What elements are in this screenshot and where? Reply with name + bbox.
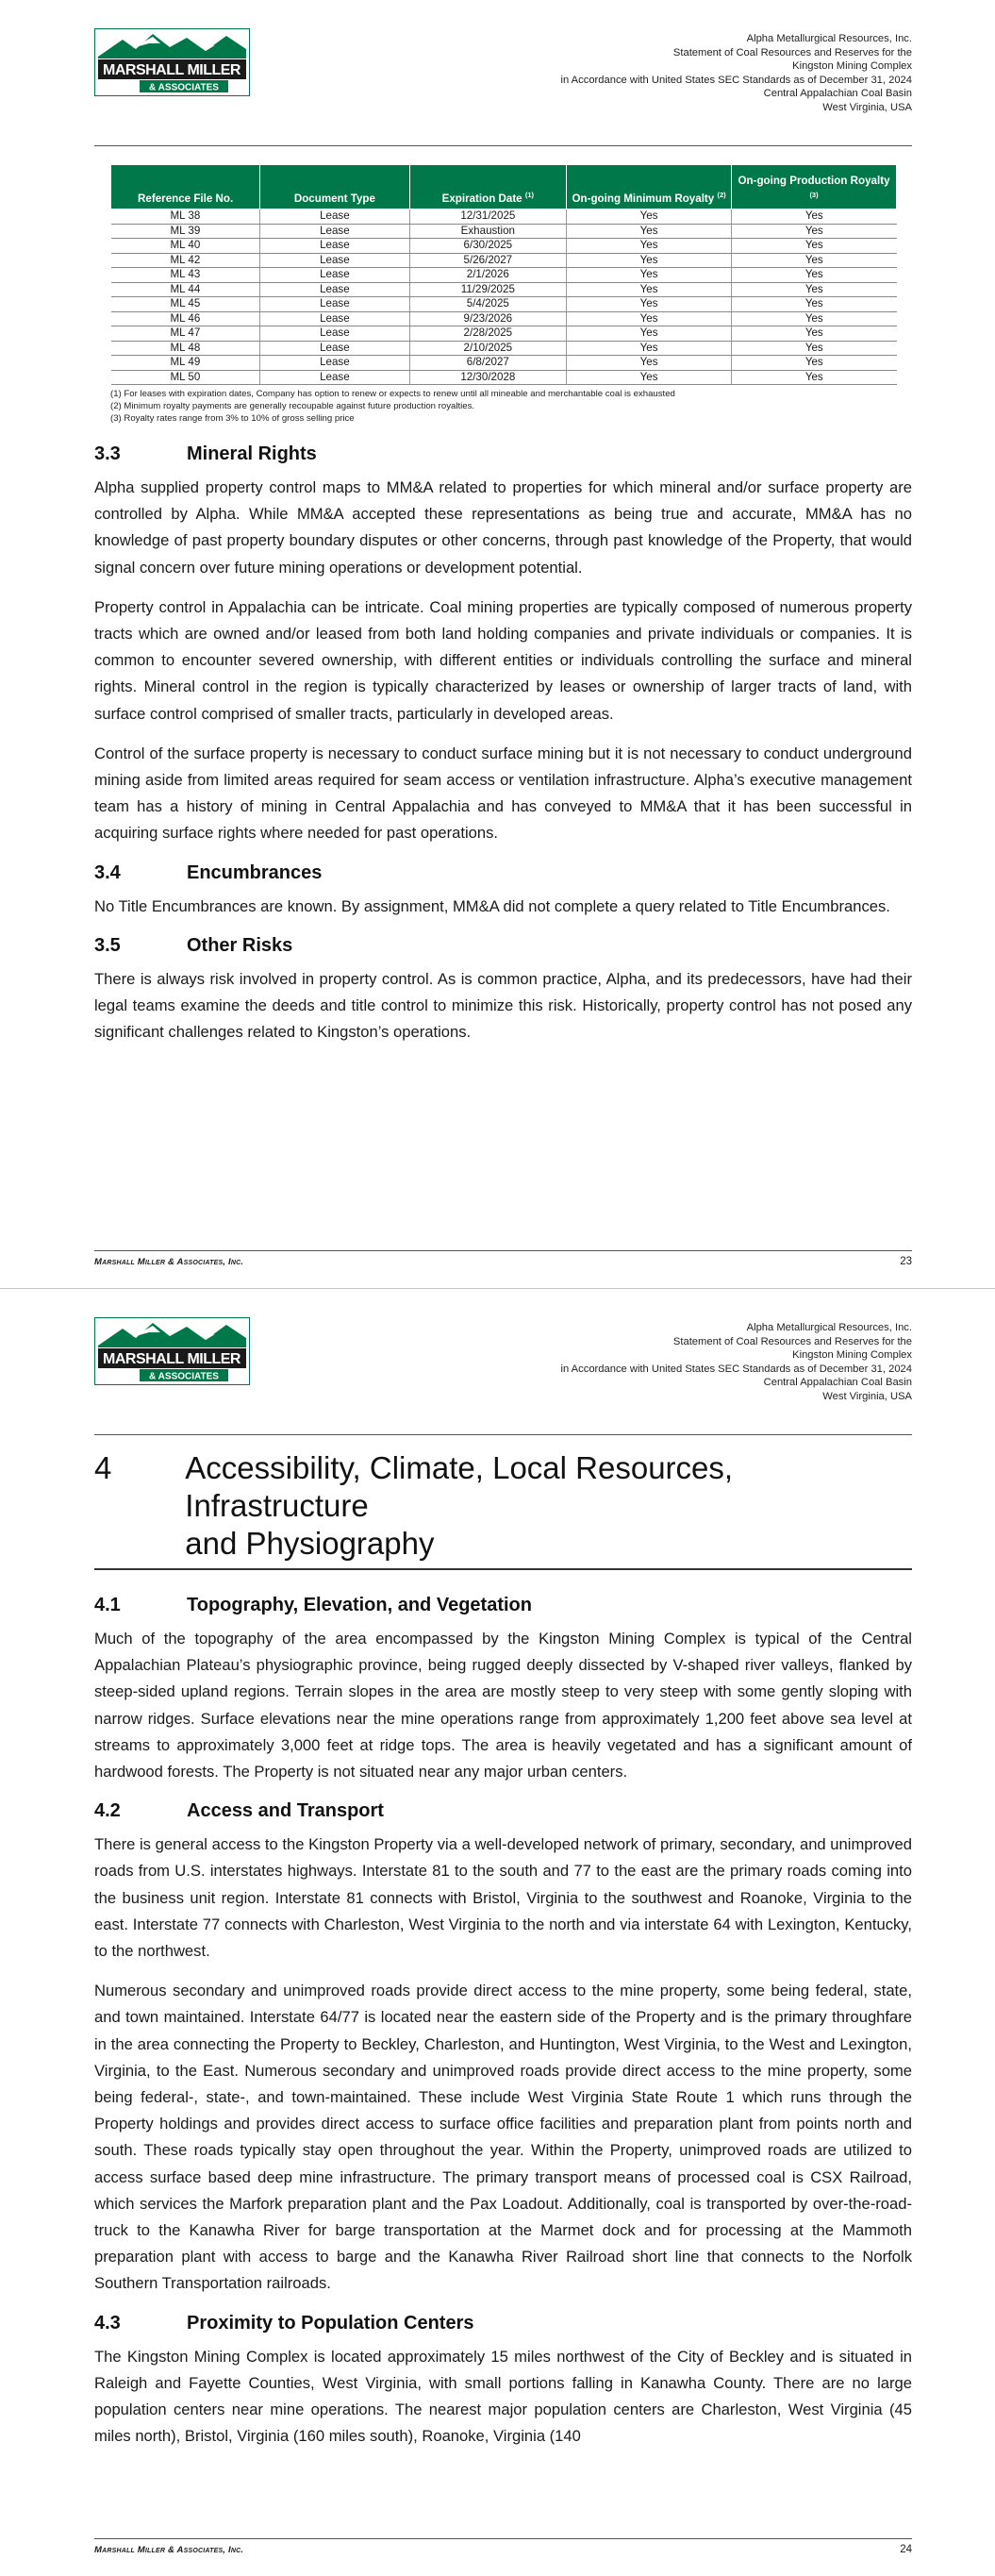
table-row: [111, 253, 897, 268]
table-cell: Yes: [567, 282, 732, 297]
chapter-rule: [94, 1568, 912, 1570]
table-cell: Yes: [567, 311, 732, 326]
table-row: [111, 239, 897, 254]
table-cell: Yes: [732, 239, 897, 254]
table-cell: Lease: [260, 341, 409, 356]
table-cell: Lease: [260, 239, 409, 254]
table-cell: Yes: [732, 326, 897, 342]
para-4-2-1: There is general access to the Kingston Property via a well-developed network of primary, secondary, and unimproved roads from U.S. interstates highways. Interstate 81 to the south and 77 to the east are the primary roads coming into the business unit region. Interstate 81 connects with Bristol, Virginia to the southwest and Roanoke, Virginia to the east. Interstate 77 connects with Charleston, West Virginia to the north and via interstate 64 with Lexington, Kentucky, to the northwest.: [94, 1835, 912, 1961]
table-cell: 11/29/2025: [409, 282, 567, 297]
table-cell: ML 46: [111, 311, 260, 326]
table-row: [111, 370, 897, 385]
para-3-3-2: Property control in Appalachia can be intricate. Coal mining properties are typically composed of numerous property tracts which are owned and/or leased from both land holding companies and private individuals or companies. It is common to encounter severed ownership, with different entities or individuals controlling the surface and mineral rights. Mineral control in the region is typically characterized by leases or ownership of larger tracts of land, with surface control comprised of smaller tracts, particularly in developed areas.: [94, 597, 912, 723]
table-cell: Yes: [567, 297, 732, 312]
table-cell: ML 43: [111, 268, 260, 283]
table-row: [111, 356, 897, 371]
table-cell: 12/30/2028: [409, 370, 567, 385]
header-rule: [94, 145, 912, 146]
chapter-heading: 4 Accessibility, Climate, Local Resources, Infrastructure and Physiography: [94, 1450, 734, 1561]
para-3-5-1: There is always risk involved in property control. As is common practice, Alpha, and its predecessors, have had their legal teams examine the deeds and title control to minimize this risk. Historically, property control has not posed any significant challenges related to Kingston’s operations.: [94, 969, 912, 1042]
table-cell: ML 39: [111, 224, 260, 239]
col-header-prod-royalty: On-going Production Royalty $^{(3)}$: [732, 165, 897, 209]
page-footer: [94, 2538, 912, 2555]
table-cell: ML 42: [111, 253, 260, 268]
table-cell: Lease: [260, 253, 409, 268]
table-cell: Yes: [732, 282, 897, 297]
para-4-3-1: The Kingston Mining Complex is located approximately 15 miles northwest of the City of Beckley and is situated in Raleigh and Fayette Counties, West Virginia, with small portions falling in Kanawha County. There are no large population centers near mine operations. The nearest major population centers are Charleston, West Virginia (45 miles north), Bristol, Virginia (160 miles south), Roanoke, Virginia (140: [94, 2347, 912, 2446]
para-3-3-3: Control of the surface property is necessary to conduct surface mining but it is not necessary to conduct underground mining aside from limited areas required for seam access or ventilation infrastructure. Alpha’s executive management team has a history of mining in Central Appalachia and has conveyed to MM&A that it has been successful in acquiring surface rights where needed for past operations.: [94, 744, 912, 843]
table-cell: Lease: [260, 311, 409, 326]
para-4-1-1: Much of the topography of the area encompassed by the Kingston Mining Complex is typical of the Central Appalachian Plateau’s physiographic province, being rugged deeply dissected by V-shaped river valleys, flanked by steep-sided upland regions. Terrain slopes in the area are mostly steep to very steep with some gently sloping with narrow ridges. Surface elevations near the mine operations range from approximately 1,200 feet above sea level at streams to approximately 3,000 feet at ridge tops. The area is heavily vegetated and has a significant amount of hardwood forests. The Property is not situated near any major urban centers.: [94, 1630, 912, 1781]
table-cell: Yes: [732, 356, 897, 371]
table-cell: ML 38: [111, 209, 260, 225]
lease-table-wrap: [110, 164, 897, 425]
table-cell: Yes: [732, 224, 897, 239]
marshall-miller-logo: [94, 28, 250, 96]
table-cell: Yes: [732, 370, 897, 385]
table-cell: Exhaustion: [409, 224, 567, 239]
table-cell: Yes: [567, 326, 732, 342]
table-cell: 6/30/2025: [409, 239, 567, 254]
table-cell: Yes: [567, 356, 732, 371]
table-row: [111, 209, 897, 225]
table-cell: ML 47: [111, 326, 260, 342]
table-cell: Yes: [567, 239, 732, 254]
table-cell: Yes: [567, 224, 732, 239]
table-cell: ML 40: [111, 239, 260, 254]
table-cell: Yes: [732, 311, 897, 326]
table-row: [111, 224, 897, 239]
header-text: Alpha Metallurgical Resources, Inc. Statement of Coal Resources and Reserves for the Kingston Mining Complex in Accordance with United States SEC Standards as of December 31, 2024 Central Appalachian Coal Basin West Virginia, USA: [560, 33, 912, 113]
table-cell: Yes: [732, 268, 897, 283]
table-cell: Lease: [260, 297, 409, 312]
para-3-3-1: Alpha supplied property control maps to MM&A related to properties for which mineral and/or surface property are controlled by Alpha. While MM&A accepted these representations as being true and accurate, MM&A has no knowledge of past property boundary disputes or other concerns, through past knowledge of the Property, that would signal concern over future mining operations or development potential.: [94, 478, 912, 577]
table-header-row: [111, 165, 897, 209]
table-cell: Lease: [260, 370, 409, 385]
para-3-4-1: No Title Encumbrances are known. By assignment, MM&A did not complete a query related to Title Encumbrances.: [94, 896, 890, 915]
table-row: [111, 311, 897, 326]
table-cell: Yes: [732, 253, 897, 268]
table-row: [111, 341, 897, 356]
col-header-reference: Reference File No.: [111, 165, 260, 209]
table-cell: Lease: [260, 224, 409, 239]
table-cell: ML 48: [111, 341, 260, 356]
page-24: [0, 1288, 995, 2576]
footer-firm: Marshall Miller & Associates, Inc.: [94, 2544, 244, 2555]
table-cell: 2/1/2026: [409, 268, 567, 283]
page-header: [94, 1289, 912, 1432]
table-row: [111, 297, 897, 312]
table-cell: 5/4/2025: [409, 297, 567, 312]
table-cell: ML 44: [111, 282, 260, 297]
heading-3-5: 3.5 Other Risks: [94, 934, 293, 956]
chapter-title-line2: and Physiography: [185, 1526, 435, 1561]
para-4-2-2: Numerous secondary and unimproved roads provide direct access to the mine property, some being federal, state, and town maintained. Interstate 64/77 is located near the eastern side of the Property and is the primary throughfare in the area connecting the Property to Beckley, Charleston, and Huntington, West Virginia, to the West and Lexington, Virginia, to the East. Numerous secondary and unimproved roads provide direct access to the mine property, some being federal-, state-, and town-maintained. These include West Virginia State Route 1 which runs through the Property holdings and provides direct access to surface office facilities and preparation plant from points north and south. These roads typically stay open throughout the year. Within the Property, unimproved roads are utilized to access surface based deep mine infrastructure. The primary transport means of processed coal is CSX Railroad, which services the Marfork preparation plant and the Pax Loadout. Additionally, coal is transported by over-the-road-truck to the Kanawha River for barge transportation at the Marmet dock and for processing at the Mammoth preparation plant with access to barge and the Kanawha River Railroad short line that connects to the Norfolk Southern Transportation railroads.: [94, 1982, 912, 2293]
table-cell: 12/31/2025: [409, 209, 567, 225]
table-row: [111, 326, 897, 342]
table-cell: 9/23/2026: [409, 311, 567, 326]
table-cell: Yes: [732, 209, 897, 225]
heading-4-2: 4.2 Access and Transport: [94, 1800, 384, 1822]
heading-4-3: 4.3 Proximity to Population Centers: [94, 2312, 474, 2333]
logo-line1: MARSHALL MILLER: [103, 1351, 240, 1367]
chapter-title-line1: Accessibility, Climate, Local Resources, Infrastructure: [185, 1450, 734, 1523]
table-row: [111, 282, 897, 297]
header-text: Alpha Metallurgical Resources, Inc. Statement of Coal Resources and Reserves for the Kingston Mining Complex in Accordance with United States SEC Standards as of December 31, 2024 Central Appalachian Coal Basin West Virginia, USA: [560, 1322, 912, 1402]
page-footer: [94, 1250, 912, 1267]
col-header-min-royalty: On-going Minimum Royalty $^{(2)}$: [567, 165, 732, 209]
col-header-expiration: Expiration Date $^{(1)}$: [409, 165, 567, 209]
marshall-miller-logo: [94, 1317, 250, 1385]
table-cell: Lease: [260, 282, 409, 297]
heading-3-3: 3.3 Mineral Rights: [94, 443, 317, 464]
logo-line1: MARSHALL MILLER: [103, 62, 240, 78]
page-number: 23: [900, 1256, 912, 1267]
lease-table: [110, 164, 897, 385]
table-cell: Yes: [732, 341, 897, 356]
page-number: 24: [900, 2544, 912, 2555]
table-cell: Yes: [567, 268, 732, 283]
table-cell: Yes: [732, 297, 897, 312]
table-cell: Lease: [260, 209, 409, 225]
table-cell: Yes: [567, 209, 732, 225]
table-cell: 5/26/2027: [409, 253, 567, 268]
logo-line2: & ASSOCIATES: [149, 82, 219, 93]
table-cell: Lease: [260, 326, 409, 342]
logo-line2: & ASSOCIATES: [149, 1371, 219, 1382]
table-row: [111, 268, 897, 283]
footer-firm: Marshall Miller & Associates, Inc.: [94, 1256, 244, 1267]
table-cell: Lease: [260, 268, 409, 283]
table-cell: Yes: [567, 253, 732, 268]
table-cell: 6/8/2027: [409, 356, 567, 371]
table-cell: 2/28/2025: [409, 326, 567, 342]
col-header-doc-type: Document Type: [260, 165, 409, 209]
lease-table-body: [111, 209, 897, 385]
table-cell: Lease: [260, 356, 409, 371]
heading-3-4: 3.4 Encumbrances: [94, 861, 323, 883]
header-rule: [94, 1434, 912, 1435]
table-notes: (1) For leases with expiration dates, Company has option to renew or expects to renew until all mineable and merchantable coal is exhausted (2) Minimum royalty payments are generally recoupable against future production royalties. (3) Royalty rates range from 3% to 10% of gross selling price: [110, 389, 675, 424]
page-header: [94, 0, 912, 143]
heading-4-1: 4.1 Topography, Elevation, and Vegetation: [94, 1595, 532, 1615]
table-cell: 2/10/2025: [409, 341, 567, 356]
table-cell: ML 49: [111, 356, 260, 371]
table-cell: ML 50: [111, 370, 260, 385]
table-cell: ML 45: [111, 297, 260, 312]
table-cell: Yes: [567, 341, 732, 356]
table-cell: Yes: [567, 370, 732, 385]
